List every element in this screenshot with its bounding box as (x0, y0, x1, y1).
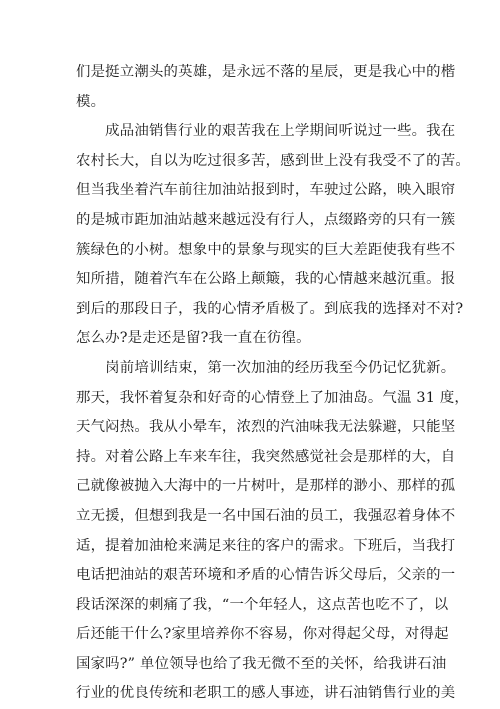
text-line: 国家吗?” 单位领导也给了我无微不至的关怀，给我讲石油 (76, 655, 447, 672)
text-line: 行业的优良传统和老职工的感人事迹，讲石油销售行业的美 (76, 685, 456, 702)
text-line: 农村长大，自以为吃过很多苦，感到世上没有我受不了的苦。 (76, 152, 470, 169)
text-line: 持。对着公路上车来车往，我突然感觉社会是那样的大，自 (76, 448, 456, 465)
text-line: 模。 (76, 93, 106, 110)
text-line: 适，提着加油枪来满足来往的客户的需求。下班后，当我打 (76, 537, 456, 554)
text-line: 天气闷热。我从小晕车，浓烈的汽油味我无法躲避，只能坚 (76, 419, 456, 436)
text-line: 的是城市距加油站越来越远没有行人，点缀路旁的只有一簇 (76, 211, 456, 228)
text-line: 到后的那段日子，我的心情矛盾极了。到底我的选择对不对? (76, 300, 464, 317)
text-line: 电话把油站的艰苦环境和矛盾的心情告诉父母后，父亲的一 (76, 567, 456, 584)
text-line: 段话深深的刺痛了我，“一个年轻人，这点苦也吃不了，以 (76, 596, 449, 613)
text-line: 簇绿色的小树。想象中的景象与现实的巨大差距使我有些不 (76, 241, 456, 258)
text-line: 怎么办?是走还是留?我一直在彷徨。 (76, 330, 311, 347)
text-line: 知所措，随着汽车在公路上颠簸，我的心情越来越沉重。报 (76, 271, 456, 288)
text-line: 但当我坐着汽车前往加油站报到时，车驶过公路，映入眼帘 (76, 182, 456, 199)
text-line: 成品油销售行业的艰苦我在上学期间听说过一些。我在 (76, 123, 456, 140)
text-line: 后还能干什么?家里培养你不容易，你对得起父母，对得起 (76, 626, 449, 643)
text-line: 们是挺立潮头的英雄，是永远不落的星辰，更是我心中的楷 (76, 64, 456, 80)
body-text (76, 58, 470, 709)
text-line: 己就像被抛入大海中的一片树叶，是那样的渺小、那样的孤 (76, 478, 456, 495)
text-line: 那天，我怀着复杂和好奇的心情登上了加油岛。气温 31 度， (76, 389, 470, 406)
text-line: 岗前培训结束，第一次加油的经历我至今仍记忆犹新。 (76, 359, 456, 376)
text-line: 立无援，但想到我是一名中国石油的员工，我强忍着身体不 (76, 507, 456, 524)
